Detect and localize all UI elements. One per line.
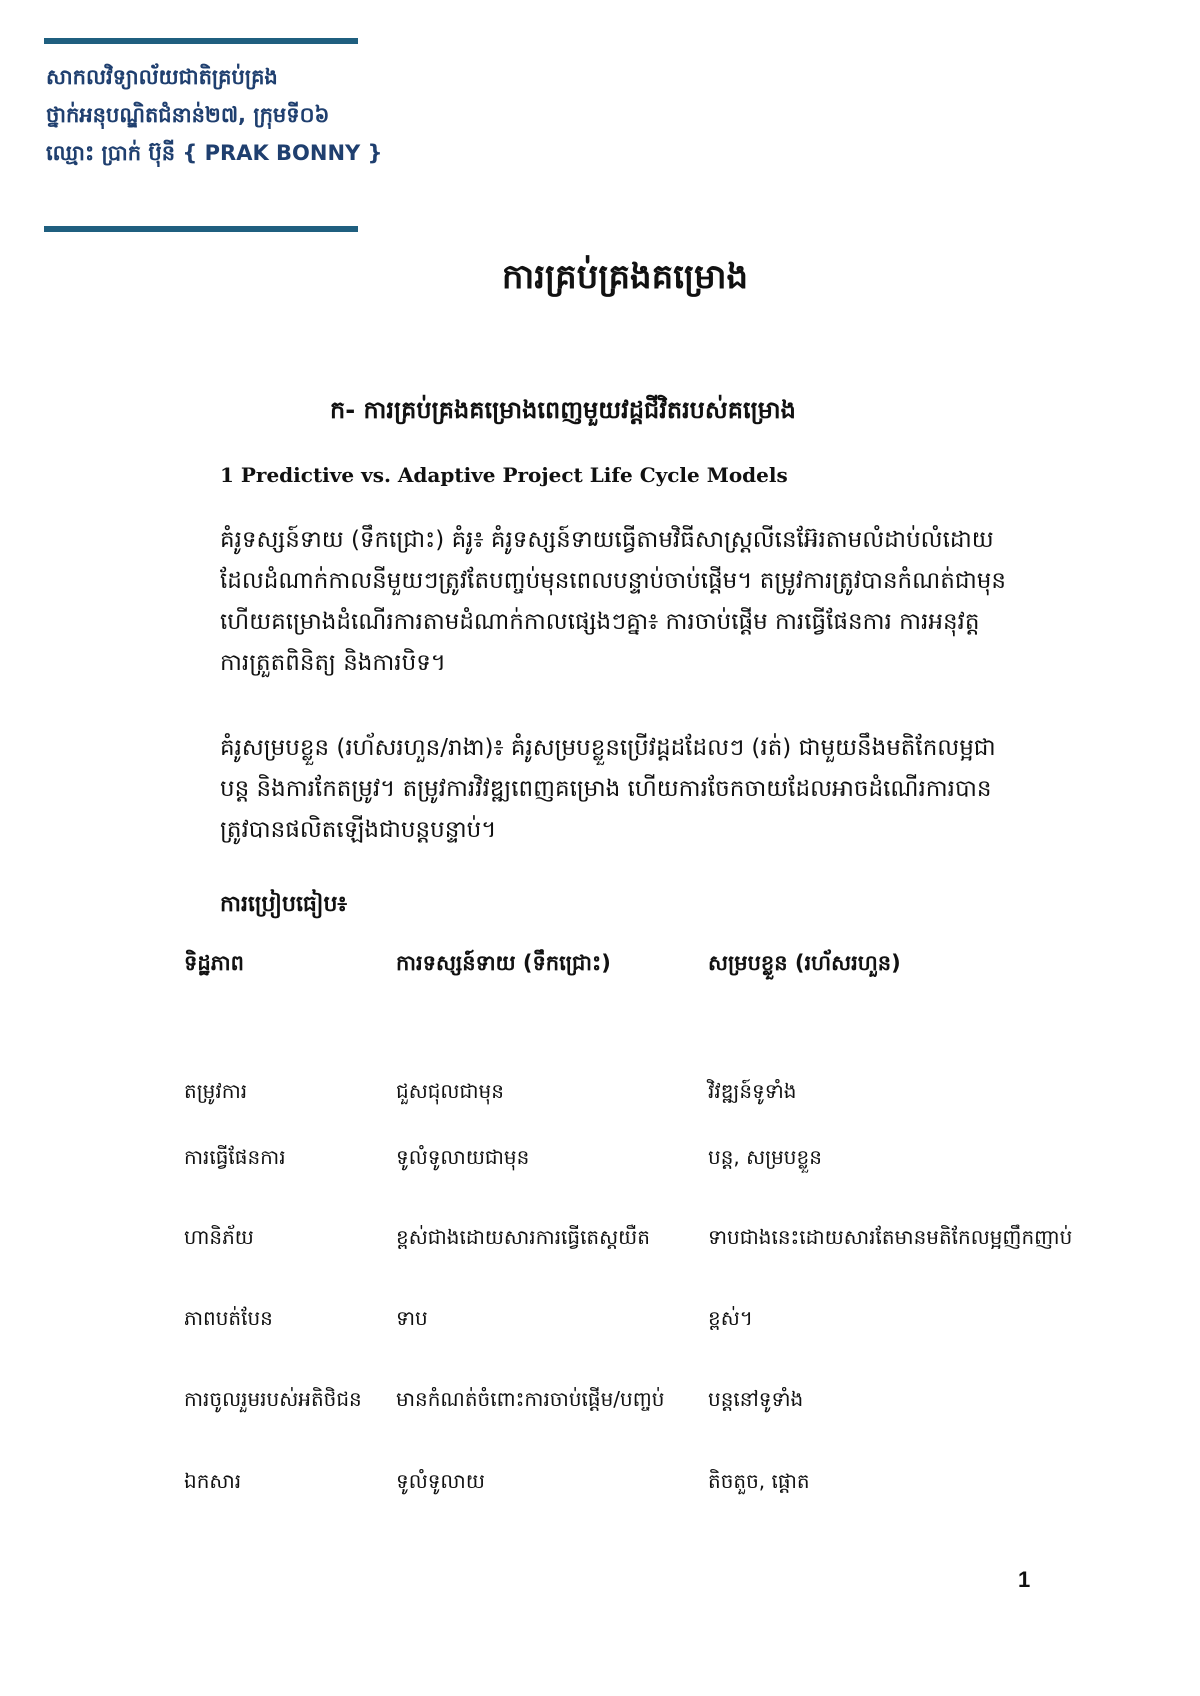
table-cell: តិចតួច, ផ្តោត: [708, 1469, 810, 1493]
paragraph-line: ដែលដំណាក់កាលនីមួយៗត្រូវតែបញ្ចប់មុនពេលបន្ទាប់ចាប់ផ្ដើម។ តម្រូវការត្រូវបានកំណត់ជាមុន: [220, 568, 1006, 594]
sub-heading: 1 Predictive vs. Adaptive Project Life Cycle Models: [220, 463, 788, 487]
table-cell: ខ្ពស់ជាងដោយសារការធ្វើតេស្តយឺត: [396, 1225, 650, 1249]
table-cell: វិវឌ្ឍន៍ទូទាំង: [708, 1079, 797, 1103]
table-cell: ការចូលរួមរបស់អតិថិជន: [184, 1387, 362, 1411]
header-rule-bottom: [44, 226, 358, 232]
table-header-predictive: ការទស្សន៍ទាយ (ទឹកជ្រោះ): [396, 951, 611, 975]
class-info: ថ្នាក់អនុបណ្ឌិតជំនាន់២៧, ក្រុមទី០៦: [46, 103, 330, 127]
table-cell: ទូលំទូលាយ: [396, 1469, 485, 1493]
table-cell: ការធ្វើផែនការ: [184, 1145, 286, 1169]
table-cell: ជួសជុលជាមុន: [396, 1079, 504, 1103]
table-cell: ហានិភ័យ: [184, 1225, 254, 1249]
table-cell: តម្រូវការ: [184, 1079, 248, 1103]
table-cell: ទាប: [396, 1306, 428, 1330]
student-name: ឈ្មោះ ប្រាក់ ប៊ុនី { PRAK BONNY }: [46, 141, 383, 165]
document-header: [46, 62, 383, 176]
paragraph-line: បន្ត និងការកែតម្រូវ។ តម្រូវការវិវឌ្ឍពេញគម្រោង ហើយការចែកចាយដែលអាចដំណើរការបាន: [220, 776, 992, 802]
header-rule-top: [44, 38, 358, 44]
comparison-heading: ការប្រៀបធៀប៖: [220, 892, 348, 917]
table-cell: បន្ត, សម្របខ្លួន: [708, 1145, 822, 1169]
paragraph-predictive: [220, 520, 1080, 684]
page-number: 1: [1018, 1567, 1031, 1592]
table-cell: បន្តនៅទូទាំង: [708, 1387, 804, 1411]
table-cell: ភាពបត់បែន: [184, 1306, 273, 1330]
institution-name: សាកលវិទ្យាល័យជាតិគ្រប់គ្រង: [46, 65, 278, 89]
paragraph-line: ហើយគម្រោងដំណើរការតាមដំណាក់កាលផ្សេងៗគ្នា៖ ការចាប់ផ្ដើម ការធ្វើផែនការ ការអនុវត្ត: [220, 609, 980, 635]
section-title: ក- ការគ្រប់គ្រងគម្រោងពេញមួយវដ្ដជីវិតរបស់គម្រោង: [330, 396, 796, 424]
table-cell: ទាបជាងនេះដោយសារតែមានមតិកែលម្អញឹកញាប់: [708, 1225, 1073, 1249]
table-cell: ឯកសារ: [184, 1469, 242, 1493]
table-cell: មានកំណត់ចំពោះការចាប់ផ្តើម/បញ្ចប់: [396, 1387, 665, 1411]
table-cell: ទូលំទូលាយជាមុន: [396, 1145, 530, 1169]
paragraph-line: ការត្រួតពិនិត្យ និងការបិទ។: [220, 650, 446, 676]
table-header-adaptive: សម្របខ្លួន (រហ័សរហួន): [708, 951, 901, 975]
table-header-aspect: ទិដ្ឋភាព: [184, 951, 244, 975]
paragraph-line: គំរូសម្របខ្លួន (រហ័សរហួន/រាងា)៖ គំរូសម្របខ្លួនប្រើវដ្ដដដែលៗ (រត់) ជាមួយនឹងមតិកែលម្អជា: [220, 735, 996, 761]
document-title: ការគ្រប់គ្រងគម្រោង: [501, 257, 749, 297]
paragraph-adaptive: [220, 728, 1080, 851]
paragraph-line: ត្រូវបានផលិតឡើងជាបន្តបន្ទាប់។: [220, 817, 497, 843]
paragraph-line: គំរូទស្សន៍ទាយ (ទឹកជ្រោះ) គំរូ៖ គំរូទស្សន៍ទាយធ្វើតាមវិធីសាស្ត្រលីនេអ៊ែរតាមលំដាប់លំដោយ: [220, 527, 994, 553]
table-cell: ខ្ពស់។: [708, 1306, 753, 1330]
